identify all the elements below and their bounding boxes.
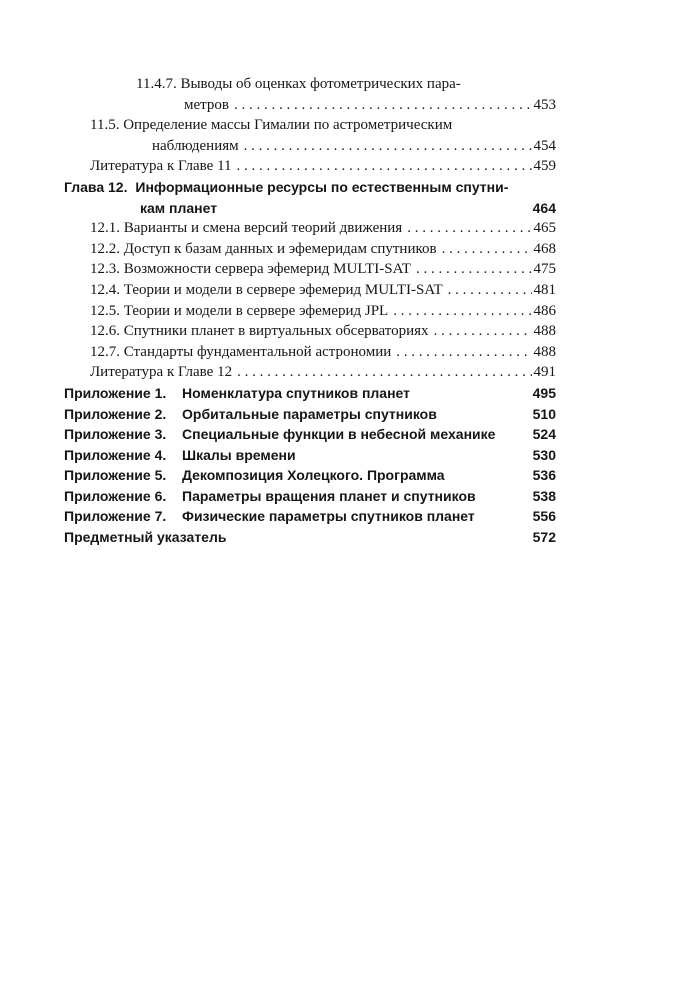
page-number: 572 [532,529,556,546]
entry-title: Литература к Главе 11 [90,158,232,175]
toc-entry-11-5[interactable] [64,117,556,158]
page-number: 488 [533,323,556,340]
dot-leader [393,303,531,320]
entry-title: Предметный указатель [64,529,227,546]
entry-title-cont: кам планет [140,199,218,216]
page-number: 453 [533,96,556,113]
entry-title: Стандарты фундаментальной астрономии [123,343,392,360]
page-number: 495 [532,384,556,401]
toc-entry-appendix-1[interactable] [64,385,556,406]
section-number: 11.5. [90,117,120,134]
toc-entry-subject-index[interactable] [64,529,556,550]
entry-title: Определение массы Гималии по астрометрическим [123,117,453,134]
toc-entry-12-5[interactable] [64,303,556,324]
page-number: 468 [533,240,556,257]
toc-entry-literature-11[interactable] [64,158,556,179]
page-number: 481 [533,281,556,298]
toc-entry-appendix-6[interactable] [64,488,556,509]
toc-entry-appendix-7[interactable] [64,508,556,529]
appendix-label: Приложение 7. [64,508,167,525]
entry-title: Специальные функции в небесной механике [182,426,496,443]
toc-entry-12-2[interactable] [64,241,556,262]
section-number: 12.5. [90,302,120,319]
appendix-label: Приложение 5. [64,467,167,484]
entry-title: Параметры вращения планет и спутников [182,487,476,504]
entry-title: Доступ к базам данных и эфемеридам спутников [123,240,437,257]
appendix-label: Приложение 3. [64,426,167,443]
page-number: 488 [533,343,556,360]
toc-entry-appendix-3[interactable] [64,426,556,447]
toc-entry-12-3[interactable] [64,261,556,282]
page-number: 510 [532,405,556,422]
page-number: 475 [533,261,556,278]
toc-entry-literature-12[interactable] [64,364,556,385]
entry-title: Варианты и смена версий теорий движения [123,220,403,237]
toc-entry-12-6[interactable] [64,323,556,344]
entry-title: Возможности сервера эфемерид MULTI-SAT [123,261,411,278]
toc-entry-12-7[interactable] [64,344,556,365]
dot-leader [244,138,532,155]
entry-title: Орбитальные параметры спутников [182,405,437,422]
page-number: 530 [532,446,556,463]
page-number: 454 [533,137,556,154]
page-number: 486 [533,302,556,319]
entry-title: Номенклатура спутников планет [182,384,411,401]
appendix-label: Приложение 1. [64,384,167,401]
chapter-label: Глава 12. [64,178,128,195]
page-number: 524 [532,426,556,443]
dot-leader [442,241,532,258]
page-number: 459 [533,158,556,175]
page-number: 464 [532,199,556,216]
entry-title-cont: метров [184,96,229,113]
entry-title: Литература к Главе 12 [90,364,233,381]
dot-leader [234,97,532,114]
entry-title: Декомпозиция Холецкого. Программа [182,467,445,484]
entry-title: Шкалы времени [182,446,296,463]
entry-title: Физические параметры спутников планет [182,508,475,525]
dot-leader [416,261,532,278]
page-number: 491 [533,364,556,381]
toc-entry-appendix-2[interactable] [64,406,556,427]
page-number: 556 [532,508,556,525]
dot-leader [237,158,532,175]
section-number: 12.6. [90,323,120,340]
dot-leader [396,344,531,361]
entry-title: Спутники планет в виртуальных обсерваториях [123,323,429,340]
appendix-label: Приложение 4. [64,446,167,463]
dot-leader [448,282,532,299]
section-number: 12.1. [90,220,120,237]
table-of-contents [64,76,556,550]
appendix-label: Приложение 2. [64,405,167,422]
page-number: 536 [532,467,556,484]
section-number: 12.3. [90,261,120,278]
appendix-label: Приложение 6. [64,487,167,504]
dot-leader [434,323,532,340]
dot-leader [237,364,531,381]
toc-entry-12-1[interactable] [64,220,556,241]
toc-entry-12-4[interactable] [64,282,556,303]
section-number: 12.7. [90,343,120,360]
entry-title: Теории и модели в сервере эфемерид MULTI-SAT [123,281,443,298]
section-number: 11.4.7. [136,76,177,92]
section-number: 12.2. [90,240,120,257]
toc-entry-appendix-5[interactable] [64,467,556,488]
page-number: 538 [532,487,556,504]
toc-entry-11-4-7[interactable] [64,76,556,117]
entry-title: Информационные ресурсы по естественным спутни- [135,178,509,195]
entry-title: Выводы об оценках фотометрических пара- [180,76,461,92]
entry-title: Теории и модели в сервере эфемерид JPL [123,302,389,319]
section-number: 12.4. [90,281,120,298]
toc-entry-appendix-4[interactable] [64,447,556,468]
page-number: 465 [533,220,556,237]
dot-leader [407,220,531,237]
entry-title-cont: наблюдениям [152,137,239,154]
toc-entry-chapter-12[interactable] [64,179,556,220]
